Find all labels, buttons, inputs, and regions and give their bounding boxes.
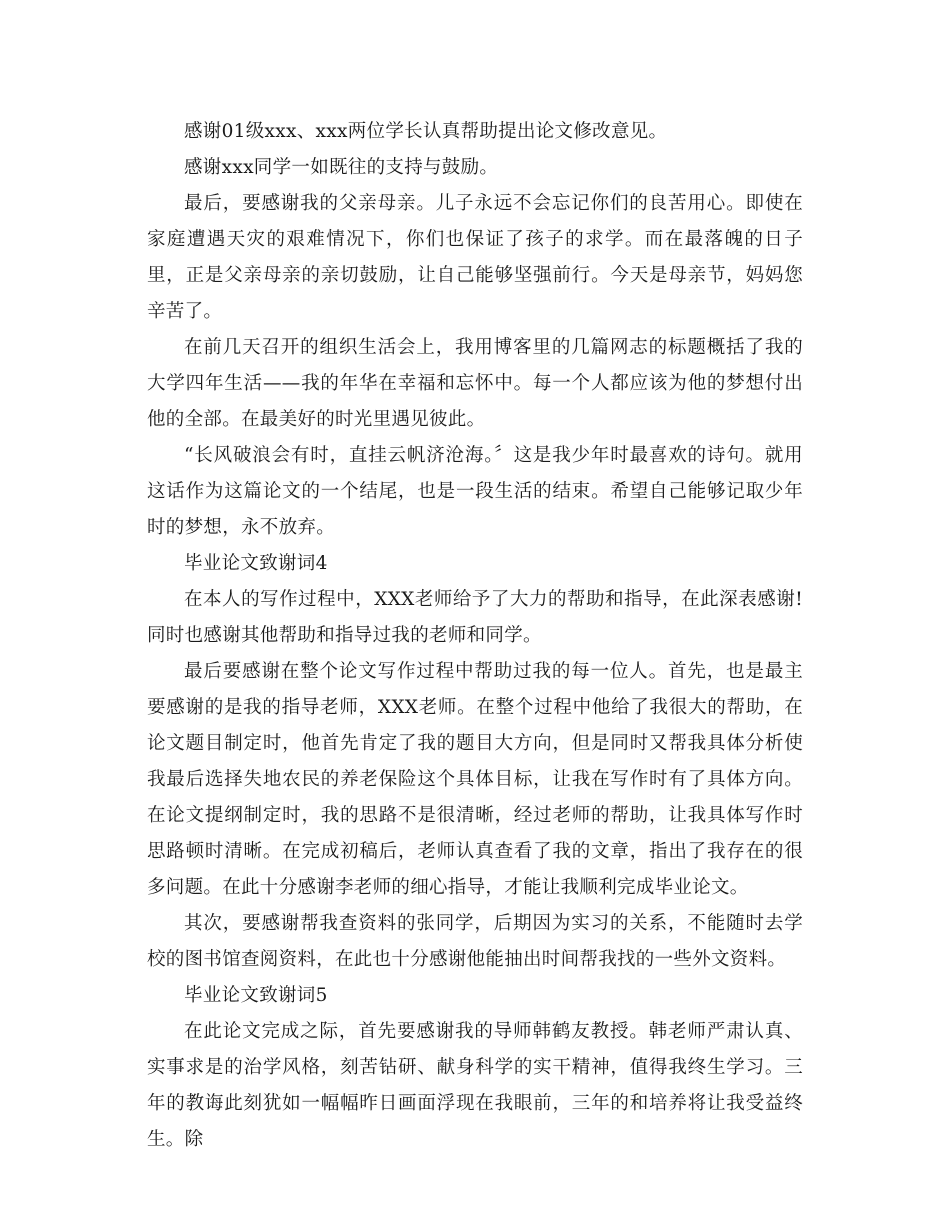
paragraph: 最后，要感谢我的父亲母亲。儿子永远不会忘记你们的良苦用心。即使在家庭遭遇天灾的艰难情况下，你们也保证了孩子的求学。而在最落魄的日子里，正是父亲母亲的亲切鼓励，让自己能够坚强前行。今天是母亲节，妈妈您辛苦了。 — [147, 193, 803, 322]
section-heading: 毕业论文致谢词4 — [184, 553, 328, 574]
paragraph: 感谢xxx同学一如既往的支持与鼓励。 — [184, 157, 499, 178]
paragraph: 最后要感谢在整个论文写作过程中帮助过我的每一位人。首先，也是最主要感谢的是我的指导老师，XXX老师。在整个过程中他给了我很大的帮助，在论文题目制定时，他首先肯定了我的题目大方向，但是同时又帮我具体分析使我最后选择失地农民的养老保险这个具体目标，让我在写作时有了具体方向。在论文提纲制定时，我的思路不是很清晰，经过老师的帮助，让我具体写作时思路顿时清晰。在完成初稿后，老师认真查看了我的文章，指出了我存在的很多问题。在此十分感谢李老师的细心指导，才能让我顺利完成毕业论文。 — [147, 661, 803, 898]
paragraph: 在前几天召开的组织生活会上，我用博客里的几篇网志的标题概括了我的大学四年生活——我的年华在幸福和忘怀中。每一个人都应该为他的梦想付出他的全部。在最美好的时光里遇见彼此。 — [147, 337, 803, 430]
paragraph: 在本人的写作过程中，XXX老师给予了大力的帮助和指导，在此深表感谢!同时也感谢其他帮助和指导过我的老师和同学。 — [147, 589, 803, 646]
paragraph: “长风破浪会有时，直挂云帆济沧海。〞这是我少年时最喜欢的诗句。就用这话作为这篇论文的一个结尾，也是一段生活的结束。希望自己能够记取少年时的梦想，永不放弃。 — [147, 445, 803, 538]
document-body — [147, 114, 803, 1158]
paragraph: 在此论文完成之际，首先要感谢我的导师韩鹤友教授。韩老师严肃认真、实事求是的治学风格，刻苦钻研、献身科学的实干精神，值得我终生学习。三年的教诲此刻犹如一幅幅昨日画面浮现在我眼前，三年的和培养将让我受益终生。除 — [147, 1021, 803, 1150]
section-heading: 毕业论文致谢词5 — [184, 985, 328, 1006]
paragraph: 感谢01级xxx、xxx两位学长认真帮助提出论文修改意见。 — [184, 121, 668, 142]
paragraph: 其次，要感谢帮我查资料的张同学，后期因为实习的关系，不能随时去学校的图书馆查阅资料，在此也十分感谢他能抽出时间帮我找的一些外文资料。 — [147, 913, 803, 970]
